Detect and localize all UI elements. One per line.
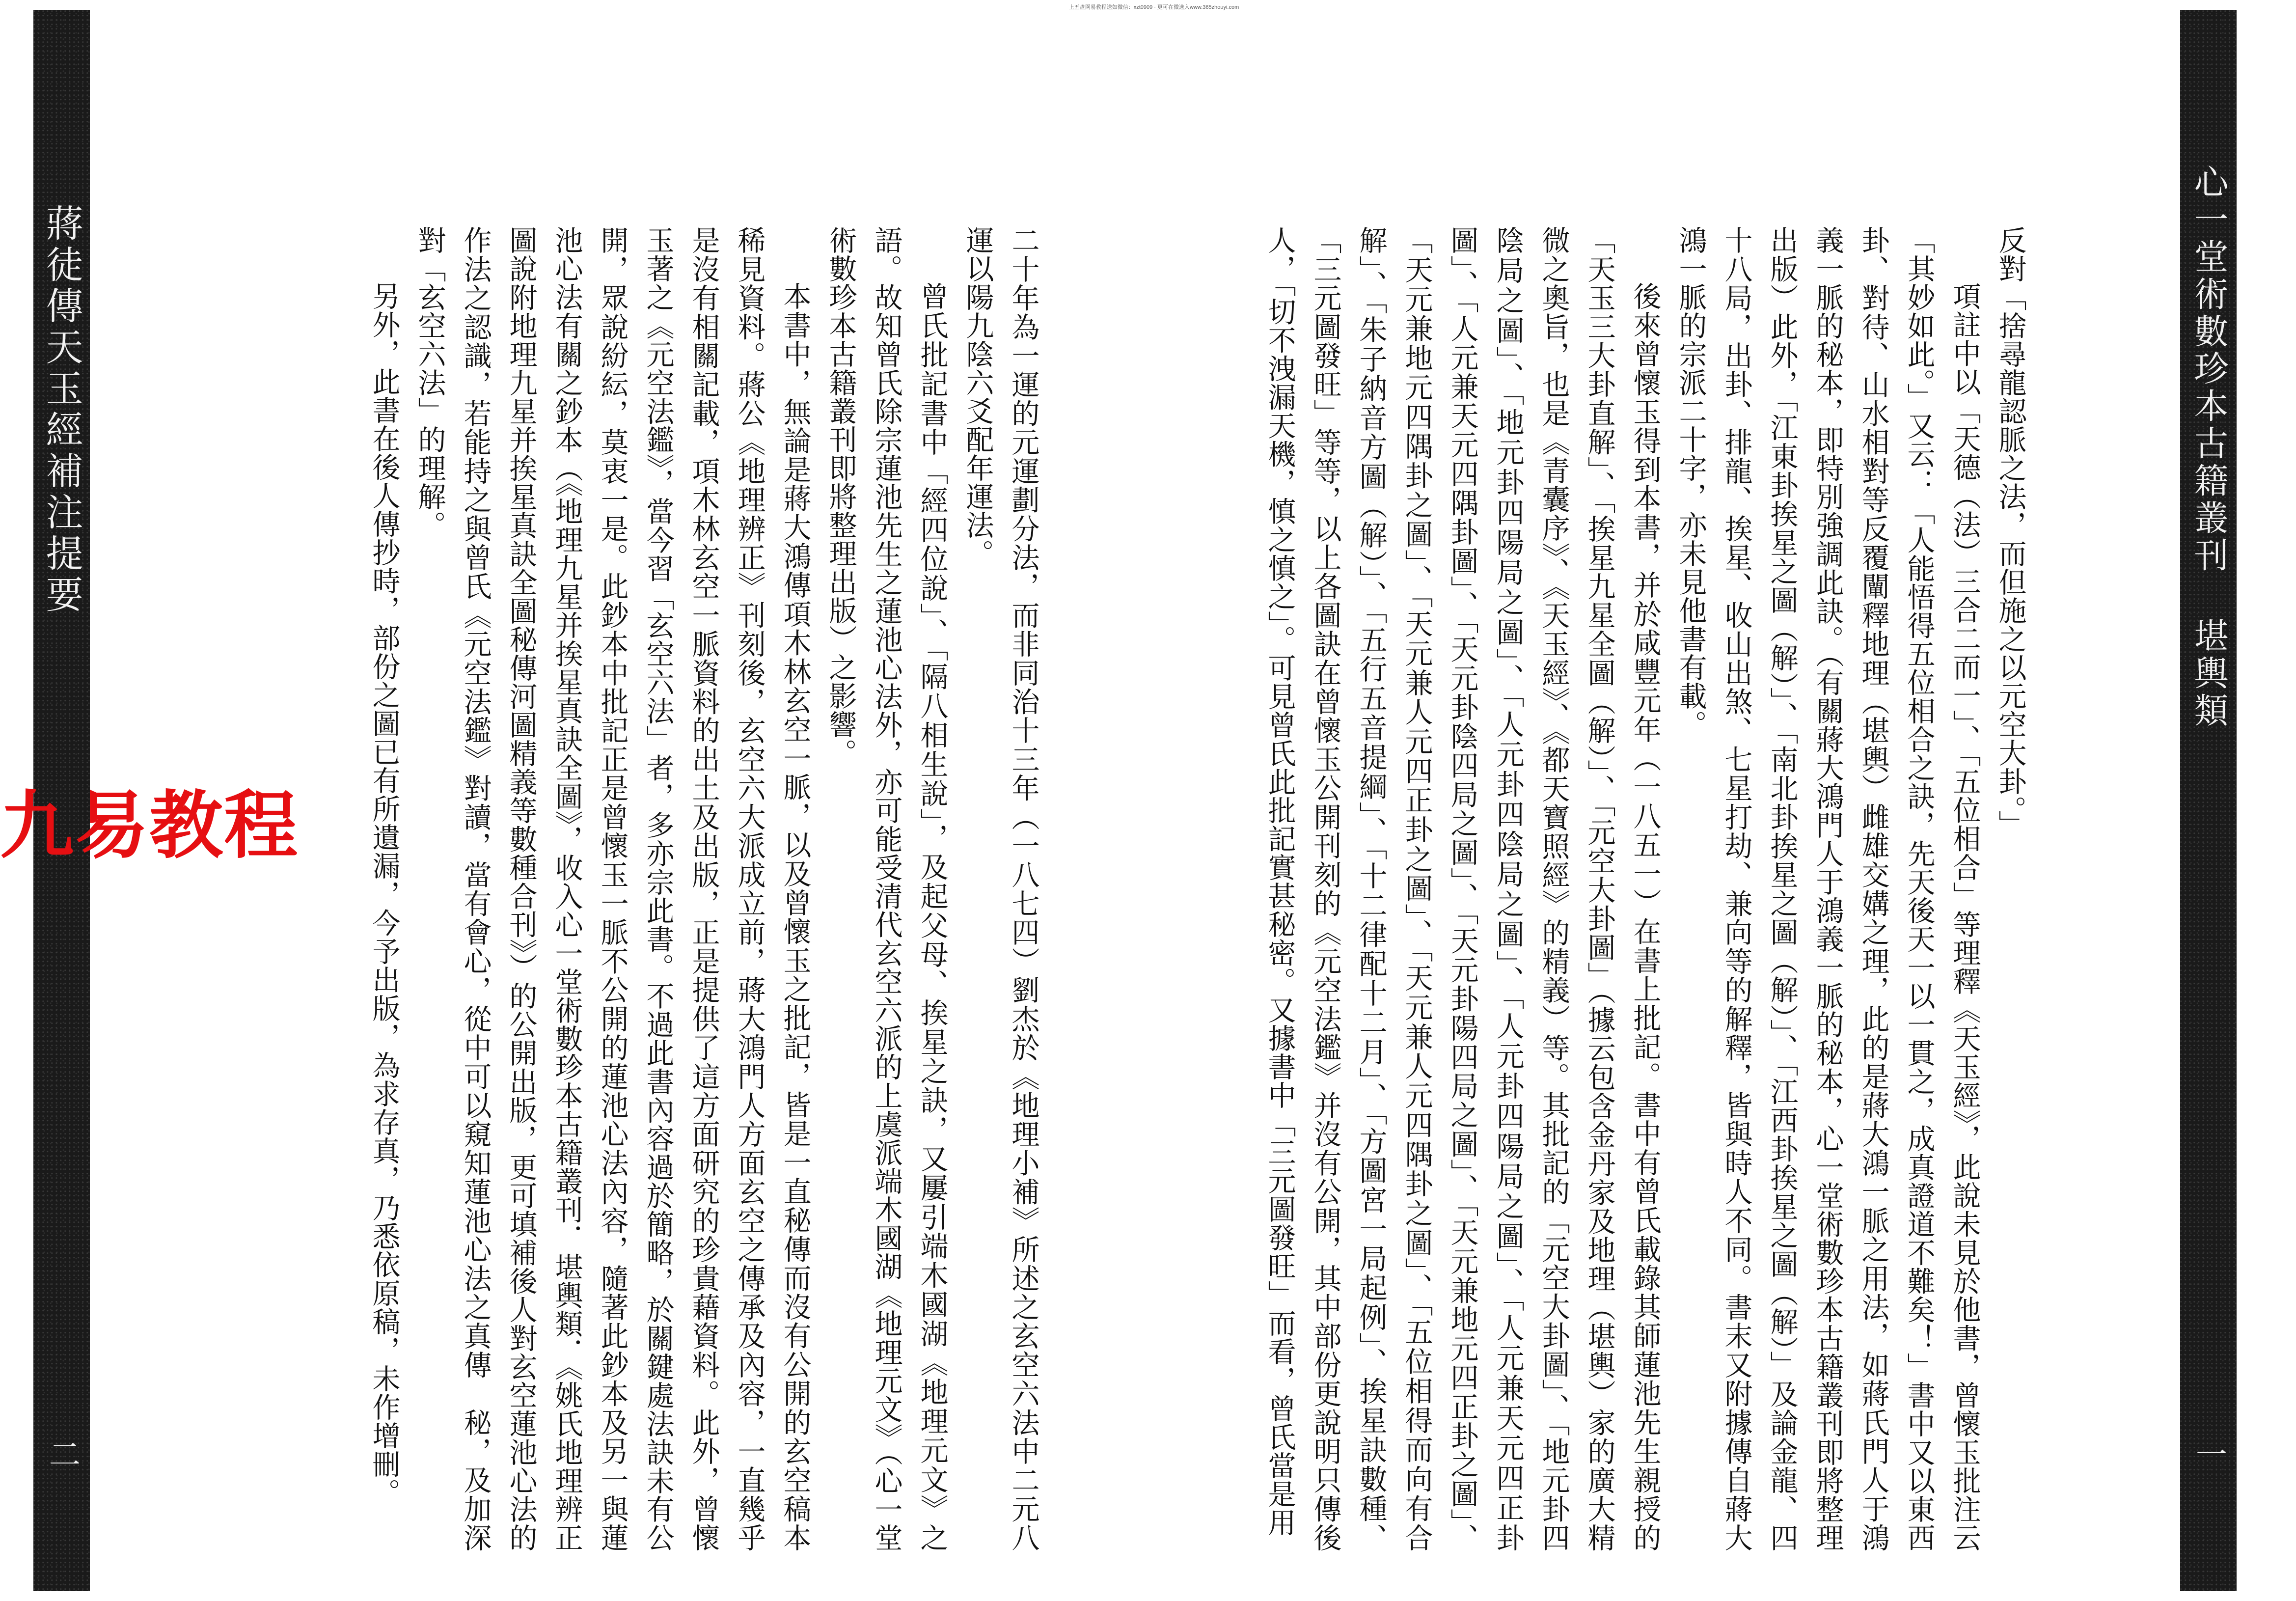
left-paragraph-4: 另外，此書在後人傳抄時，部份之圖已有所遺漏，今予出版，為求存真，乃悉依原稿，未作增刪。: [368, 282, 400, 1507]
right-page-text: [1263, 226, 2033, 1552]
left-page-number: 二: [44, 1438, 80, 1469]
left-paragraph-2: 曾氏批記書中「經四位說」、「隔八相生說」，及起父母、挨星之訣，又屢引端木國湖《地理元文》之語。故知曾氏除宗蓮池先生之蓮池心法外，亦可能受清代玄空六派的上虞派端木國湖《地理元文》（心一堂術數珍本古籍叢刊即將整理出版）之影響。: [824, 226, 948, 1552]
right-paragraph-3: 後來曾懷玉得到本書，并於咸豐元年（一八五一）在書上批記。書中有曾氏載錄其師蓮池先生親授的「天玉三大卦直解」、「挨星九星全圖（解）」、「元空大卦圖」（據云包含金丹家及地理（堪輿）家的廣大精微之奧旨，也是《青囊序》、《天玉經》、《都天寶照經》的精義）等。其批記的「元空大卦圖」、「地元卦四陰局之圖」、「地元卦四陽局之圖」、「人元卦四陰局之圖」、「人元卦四陽局之圖」、「人元兼天元四正卦圖」、「人元兼天元四隅卦圖」、「天元卦陰四局之圖」、「天元卦陽四局之圖」、「天元兼地元四正卦之圖」、「天元兼地元四隅卦之圖」、「天元兼人元四正卦之圖」、「天元兼人元四隅卦之圖」、「五位相得而向有合解」、「朱子納音方圖（解）」、「五行五音提綱」、「十二律配十二月」、「方圖宮一局起例」、挨星訣數種、「三元圖發旺」等等，以上各圖訣在曾懷玉公開刊刻的《元空法鑑》并沒有公開，其中部份更說明只傳後人，「切不洩漏天機，慎之慎之」。可見曾氏此批記實甚秘密。又據書中「三元圖發旺」而看，曾氏當是用: [1263, 226, 1661, 1552]
right-page-number: 一: [2190, 1438, 2227, 1469]
left-page-text: [260, 226, 1046, 1552]
left-paragraph-1: 二十年為一運的元運劃分法，而非同治十三年（一八七四）劉杰於《地理小補》所述之玄空六法中二元八運以陽九陰六爻配年運法。: [961, 226, 1039, 1552]
right-paragraph-2: 項註中以「天德（法）三合二而一」、「五位相合」等理釋《天玉經》，此說未見於他書，曾懷玉批注云「其妙如此。」又云：「人能悟得五位相合之訣，先天後天一以一貫之，成真證道不難矣！」書中又以東西卦、對待、山水相對等反覆闡釋地理（堪輿）雌雄交媾之理，此的是蔣大鴻一脈之用法，如蔣氏門人于鴻義一脈的秘本，即特別強調此訣。（有關蔣大鴻門人于鴻義一脈的秘本，心一堂術數珍本古籍叢刊即將整理出版）此外，「江東卦挨星之圖（解）」、「南北卦挨星之圖（解）」、「江西卦挨星之圖（解）」及論金龍、四十八局，出卦、排龍、挨星、收山出煞、七星打劫、兼向等的解釋，皆與時人不同。書末又附據傳自蔣大鴻一脈的宗派二十字，亦未見他書有載。: [1674, 226, 1981, 1552]
left-paragraph-3: 本書中，無論是蔣大鴻傳項木林玄空一脈，以及曾懷玉之批記，皆是一直秘傳而沒有公開的玄空稿本稀見資料。蔣公《地理辨正》刊刻後，玄空六大派成立前，蔣大鴻門人方面玄空之傳承及內容，一直幾乎是沒有相關記載，項木林玄空一脈資料的出土及出版，正是提供了這方面研究的珍貴藉資料。此外，曾懷玉著之《元空法鑑》，當今習「玄空六法」者，多亦宗此書。不過此書內容過於簡略，於關鍵處法訣未有公開，眾說紛紜，莫衷一是。此鈔本中批記正是曾懷玉一脈不公開的蓮池心法內容，隨著此鈔本及另一與蓮池心法有關之鈔本（《地理九星并挨星真訣全圖》，收入心一堂術數珍本古籍叢刊．堪輿類．《姚氏地理辨正圖說附地理九星并挨星真訣全圖秘傳河圖精義等數種合刊》）的公開出版，更可填補後人對玄空蓮池心法的作法之認識，若能持之與曾氏《元空法鑑》對讀，當有會心，從中可以窺知蓮池心法之真傳 秘，及加深對「玄空六法」的理解。: [413, 226, 811, 1552]
watermark-logo: 九易教程: [0, 783, 299, 869]
right-spine-title: 心一堂術數珍本古籍叢刊 堪輿類: [2188, 164, 2229, 730]
left-spine-title: 蔣徒傳天玉經補注提要: [40, 204, 83, 616]
top-note: 上五盘网易教程送如微信：xzt0909 · 更可在微选入www.365zhouyi.com: [1068, 4, 1239, 10]
right-spine: [2180, 10, 2237, 1591]
right-paragraph-1: 反對「捨尋龍認脈之法，而但施之以元空大卦。」: [1994, 226, 2026, 839]
